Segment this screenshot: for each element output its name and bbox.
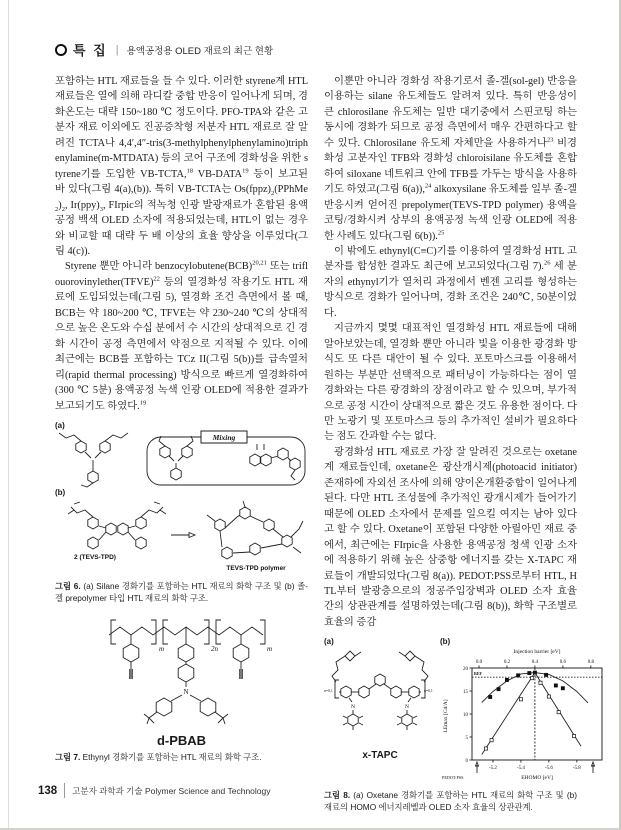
- figure8-caption-number: 그림 8.: [324, 790, 351, 801]
- svg-text:20: 20: [463, 667, 468, 673]
- figure7-structure: [64, 611, 299, 733]
- body-paragraph: Styrene 뿐만 아니라 benzocylobutene(BCB)$^{20,21}$ 또는 triflouorovinylether(TFVE)$^{22}$ 등의 열경화성 작용기도 HTL 재료에 도입되었는데(그림 5), 열경화 조건 측면에서 볼 때, BCB는 약 180~200 ℃, TFVE는 약 230~240 ℃의 상대적으로 높은 온도와 수십 분에서 수 시간의 상대적으로 긴 경화 시간이 공정 측면에서 약점으로 지적될 수 있다. 이에 최근에는 BCB를 포함하는 TCz II(그림 5(b))를 급속열처리(rapid thermal processing) 방식으로 빠르게 열경화하여(300 ℃ 5분) 용액공정 녹색 인광 OLED에 적용한 결과가 보고되기도 하였다.$^{19}$: [55, 260, 308, 412]
- svg-text:10: 10: [463, 713, 468, 719]
- figure8-caption: [324, 790, 577, 813]
- svg-text:0: 0: [465, 759, 468, 765]
- figure6a-label: (a): [55, 420, 65, 430]
- page-footer: [38, 783, 271, 798]
- figure6-caption-number: 그림 6.: [55, 580, 81, 591]
- footer-divider: [64, 783, 65, 798]
- svg-text:0.6: 0.6: [559, 660, 566, 666]
- figure8-caption-text: (a) Oxetane 경화기를 포함하는 HTL 재료의 화학 구조 및 (b) 재료의 HOMO 에너지레벨과 OLED 소자 효율의 상관관계.: [324, 790, 577, 812]
- section-ring-icon: [55, 44, 67, 56]
- figure-8: [324, 637, 594, 813]
- svg-text:-5.6: -5.6: [544, 766, 553, 772]
- svg-text:0.8: 0.8: [587, 660, 594, 666]
- chart-x-axis-title: EHOMO [eV]: [521, 775, 553, 782]
- repeat-label-m1: m: [159, 645, 165, 654]
- svg-text:N: N: [183, 688, 189, 697]
- figure7-caption-text: Ethynyl 경화기를 포함하는 HTL 재료의 화학 구조.: [80, 752, 262, 763]
- page-number: 138: [38, 784, 58, 797]
- chart-top-axis-title: Injection barrier [eV]: [513, 649, 561, 656]
- body-paragraph: 포함하는 HTL 재료들을 들 수 있다. 이러한 styrene계 HTL 재료들은 열에 의해 라디칼 중합 반응이 일어나게 되며, 경화온도는 대략 150~180 ℃ 정도이다. PFO-TPA와 같은 고분자 재료 이외에도 진공증착형 저분자 HTL 재료로 잘 알려진 TCTA나 4,4′,4″-tris(3-methylphenylphenylamino)triphenylamine(m-MTDATA) 등의 코어 구조에 경화성을 위한 styrene기를 도입한 VB-TCTA,$^{18}$ VB-DATA$^{19}$ 등이 보고된 바 있다(그림 4(a),(b)). 특히 VB-TCTA는 $Os(fppz)_2(PPhMe_2)_2$, $Ir(ppy)_3$, FIrpic의 적녹청 인광 발광재료가 혼합된 용액공정 백색 OLED 소자에 적용되었는데, HTL이 없는 경우와 비교할 때 대략 두 배 이상의 효율 향상을 이루었다(그림 4(c)).: [55, 76, 308, 257]
- svg-text:0.4: 0.4: [531, 660, 539, 666]
- figure8b-panel: [440, 637, 610, 786]
- figure6b-label: (b): [55, 487, 66, 497]
- chart-y-axis-title: LEmax [Cd/A]: [443, 699, 449, 733]
- svg-text:-5.8: -5.8: [572, 766, 581, 772]
- left-column: [55, 74, 308, 814]
- figure6-caption-text: (a) Silane 경화기를 포함하는 HTL 재료의 화학 구조 및 (b) 졸-겔 prepolymer 타입 HTL 재료의 화학 구조.: [55, 580, 308, 603]
- svg-text:REF: REF: [474, 671, 482, 677]
- figure-7: [55, 611, 308, 764]
- n-label-right: n=0,1: [424, 689, 433, 694]
- svg-text:0.2: 0.2: [503, 660, 511, 666]
- tevs-polymer-label: TEVS-TPD polymer: [226, 564, 286, 572]
- figure8a-structure: [324, 646, 436, 750]
- body-paragraph: 이뿐만 아니라 경화성 작용기로서 졸-겔(sol-gel) 반응을 이용하는 silane 유도체들도 알려져 있다. 특히 반응성이 큰 chlorosilane 유도체는 일반 대기중에서 스핀코팅 하는 동시에 경화가 되므로 공정 측면에서 매우 간편하다고 할 수 있다. Chlorosilane 유도체 자체만을 사용하거나$^{23}$ 비경화성 고분자인 TFB와 경화성 chloroisilane 유도체를 혼합하여 siloxane 네트워크 안에 TFB를 가두는 방식을 사용하기도 하였고(그림 6(a)),$^{24}$ alkoxysilane 유도체를 일부 졸-겔 반응시켜 얻어진 prepolymer(TEVS-TPD polymer) 용액을 코팅/경화시켜 상부의 용액공정 녹색 인광 OLED에 적용한 사례도 있다(그림 6(b)).$^{25}$: [324, 76, 577, 242]
- right-column: [324, 74, 594, 814]
- chart-pedotpss-annotation: PEDOT:PSS: [442, 775, 464, 781]
- repeat-label-2n: 2n: [211, 645, 218, 654]
- body-paragraph: 이 밖에도 ethynyl(C≡C)기를 이용하여 열경화성 HTL 고분자를 합성한 결과도 최근에 보고되었다(그림 7).$^{26}$ 세 분자의 ethynyl기가 열처리 과정에서 벤젠 고리를 형성하는 방식으로 경화가 일어나며, 경화 조건은 240℃, 50분이었다.: [324, 245, 577, 319]
- figure8a-molecule-name: x-TAPC: [362, 750, 398, 762]
- tevs-tpd-label: 2 (TEVS-TPD): [74, 553, 116, 561]
- mixing-label: Mixing: [212, 432, 236, 442]
- svg-text:N: N: [405, 704, 409, 711]
- page-header: [55, 40, 273, 59]
- svg-text:5: 5: [465, 736, 468, 742]
- body-paragraph: 지금까지 몇몇 대표적인 열경화성 HTL 재료들에 대해 알아보았는데, 열경화 뿐만 아니라 빛을 이용한 광경화 방식도 또 다른 대안이 될 수 있다. 포토마스크를 이용해서 원하는 부분만 선택적으로 패터닝이 가능하다는 점이 열경화와는 다른 광경화의 장점이라고 할 수 있으며, 부가적으로 공정 시간이 상대적으로 짧은 것도 유용한 점이다. 다만 노광기 및 포토마스크 등의 추가적인 설비가 필요하다는 점도 간과할 수는 없다.: [324, 323, 577, 443]
- svg-text:15: 15: [463, 690, 468, 696]
- two-column-body: [55, 74, 594, 814]
- figure8a-panel: [324, 637, 436, 761]
- svg-text:N: N: [351, 704, 355, 711]
- repeat-label-m2: m: [267, 645, 273, 654]
- body-paragraph: 광경화성 HTL 재료로 가장 잘 알려진 것으로는 oxetane계 재료들인데, oxetane은 광산개시제(photoacid initiator) 존재하에 자외선 조사에 의해 양이온개환중합이 일어나게 된다. 다만 HTL 조성물에 추가적인 광개시제가 들어가기 때문에 OLED 소자에서 문제를 일으킬 여지는 남아 있다고 할 수 있다. Oxetane이 포함된 다양한 아릴아민 재료 중에서, 최근에는 FIrpic을 사용한 용액공정 청색 인광 소자에 적용하기 위해 높은 삼중항 에너지를 갖는 X-TAPC 재료들이 개발되었다(그림 8(a)). PEDOT:PSS로부터 HTL, HTL부터 발광층으로의 정공주입장벽과 OLED 소자 효율 간의 상관관계를 설명하였는데(그림 8(b)), 화학 구조별로 효율의 증감: [324, 446, 577, 628]
- n-label-left: n=0,1: [324, 689, 333, 694]
- figure7-caption-number: 그림 7.: [55, 752, 81, 763]
- svg-text:-5.2: -5.2: [489, 766, 497, 772]
- figure8a-label: (a): [324, 637, 334, 647]
- journal-name: 고분자 과학과 기술 Polymer Science and Technology: [72, 785, 271, 796]
- figure8b-label: (b): [440, 637, 451, 647]
- section-label: 특 집: [73, 43, 108, 58]
- figure7-molecule-name: d-PBAB: [156, 733, 207, 749]
- figure6-caption: [55, 581, 308, 604]
- svg-text:-5.4: -5.4: [516, 766, 525, 772]
- header-title: 용액공정용 OLED 재료의 최근 현황: [126, 45, 274, 57]
- figure-6: [55, 421, 308, 604]
- figure6a-structure: [55, 430, 308, 488]
- figure8b-chart: [440, 646, 610, 786]
- figure6b-structure: [55, 497, 308, 577]
- svg-text:0.0: 0.0: [475, 660, 483, 666]
- figure7-caption: [55, 752, 308, 764]
- header-divider: |: [115, 43, 119, 56]
